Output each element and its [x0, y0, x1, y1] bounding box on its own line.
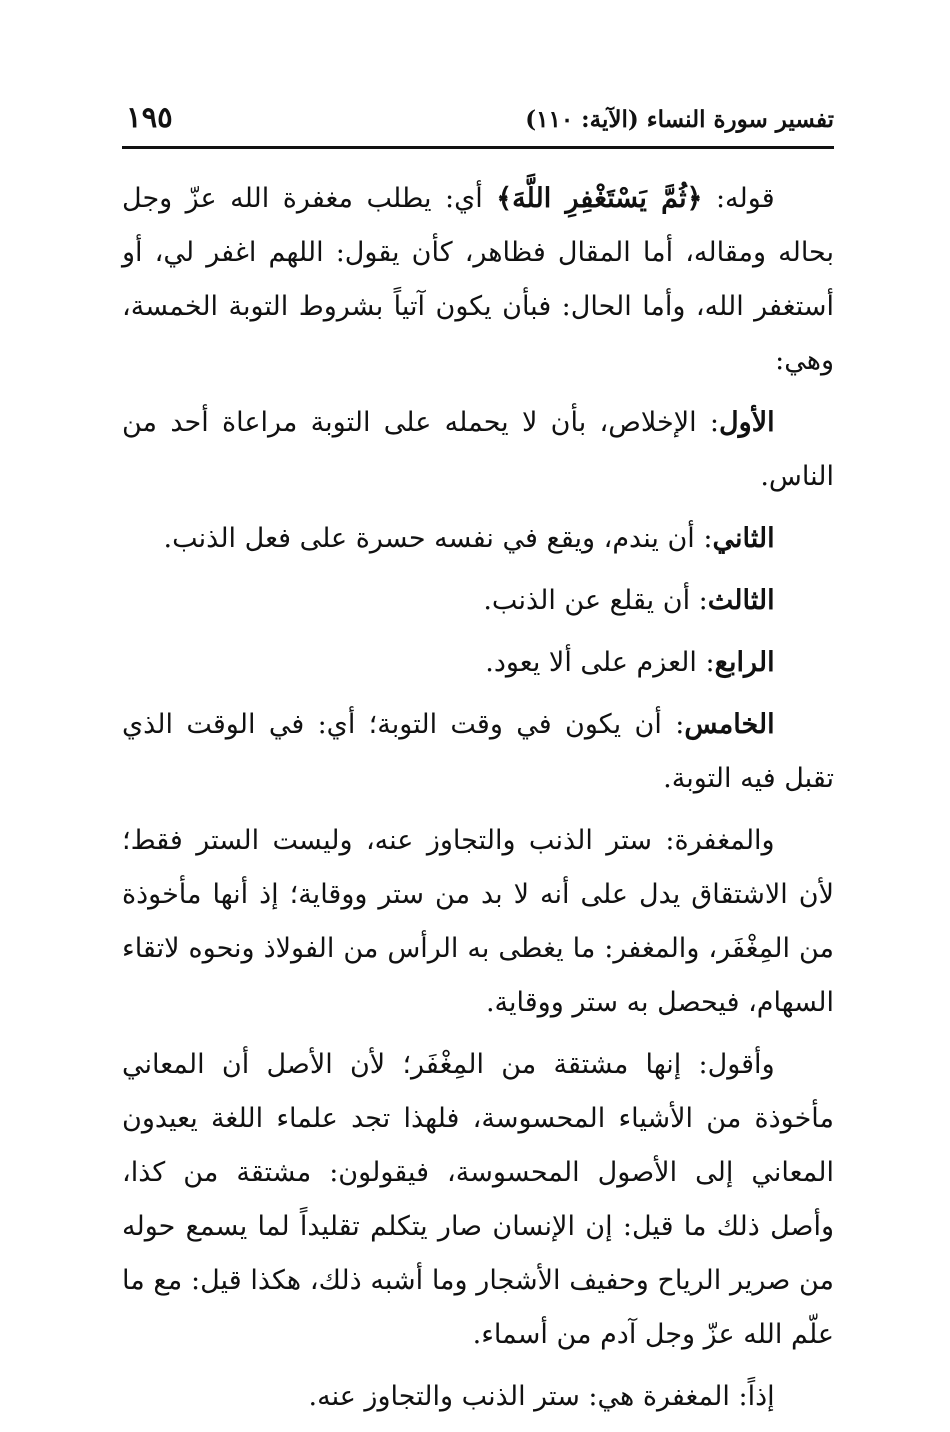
header-rule	[122, 146, 834, 149]
condition-label: الثاني	[712, 523, 775, 554]
condition-label: الرابع	[714, 647, 775, 678]
condition-3	[122, 574, 834, 628]
page-header	[122, 100, 834, 140]
quran-verse: ﴿ثُمَّ يَسْتَغْفِرِ اللَّهَ﴾	[496, 183, 703, 214]
running-title: تفسير سورة النساء (الآية: ١١٠)	[525, 106, 834, 133]
condition-1	[122, 396, 834, 504]
condition-label: الأول	[719, 407, 775, 438]
intro-text-start: قوله:	[702, 183, 775, 214]
condition-4	[122, 636, 834, 690]
condition-text: : أن يكون في وقت التوبة؛ أي: في الوقت الذي تقبل فيه التوبة.	[122, 709, 834, 794]
condition-text: : العزم على ألا يعود.	[485, 647, 715, 678]
condition-2	[122, 512, 834, 566]
condition-label: الثالث	[707, 585, 775, 616]
paragraph-intro	[122, 172, 834, 388]
paragraph-conclusion: إذاً: المغفرة هي: ستر الذنب والتجاوز عنه.	[308, 1381, 775, 1412]
page-body	[122, 172, 834, 1432]
page-number: ١٩٥	[126, 100, 173, 134]
intro-text-rest: أي: يطلب مغفرة الله عزّ وجل بحاله ومقاله، أما المقال فظاهر، كأن يقول: اللهم اغفر لي، أو أستغفر الله، وأما الحال: فبأن يكون آتياً بشروط التوبة الخمسة، وهي:	[122, 183, 834, 376]
condition-label: الخامس	[684, 709, 775, 740]
paragraph-aqool: وأقول: إنها مشتقة من المِغْفَر؛ لأن الأصل أن المعاني مأخوذة من الأشياء المحسوسة، فلهذا تجد علماء اللغة يعيدون المعاني إلى الأصول المحسوسة، فيقولون: مشتقة من كذا، وأصل ذلك ما قيل: إن الإنسان صار يتكلم تقليداً لما يسمع حوله من صرير الرياح وحفيف الأشجار وما أشبه ذلك، هكذا قيل: مع ما علّم الله عزّ وجل آدم من أسماء.	[122, 1049, 834, 1350]
condition-5	[122, 698, 834, 806]
condition-text: : أن يندم، ويقع في نفسه حسرة على فعل الذنب.	[163, 523, 713, 554]
condition-text: : أن يقلع عن الذنب.	[483, 585, 708, 616]
paragraph-maghfira: والمغفرة: ستر الذنب والتجاوز عنه، وليست الستر فقط؛ لأن الاشتقاق يدل على أنه لا بد من ستر ووقاية؛ إذ أنها مأخوذة من المِغْفَر، والمغفر: ما يغطى به الرأس من الفولاذ ونحوه لاتقاء السهام، فيحصل به ستر ووقاية.	[122, 825, 834, 1018]
condition-text: : الإخلاص، بأن لا يحمله على التوبة مراعاة أحد من الناس.	[122, 407, 834, 492]
